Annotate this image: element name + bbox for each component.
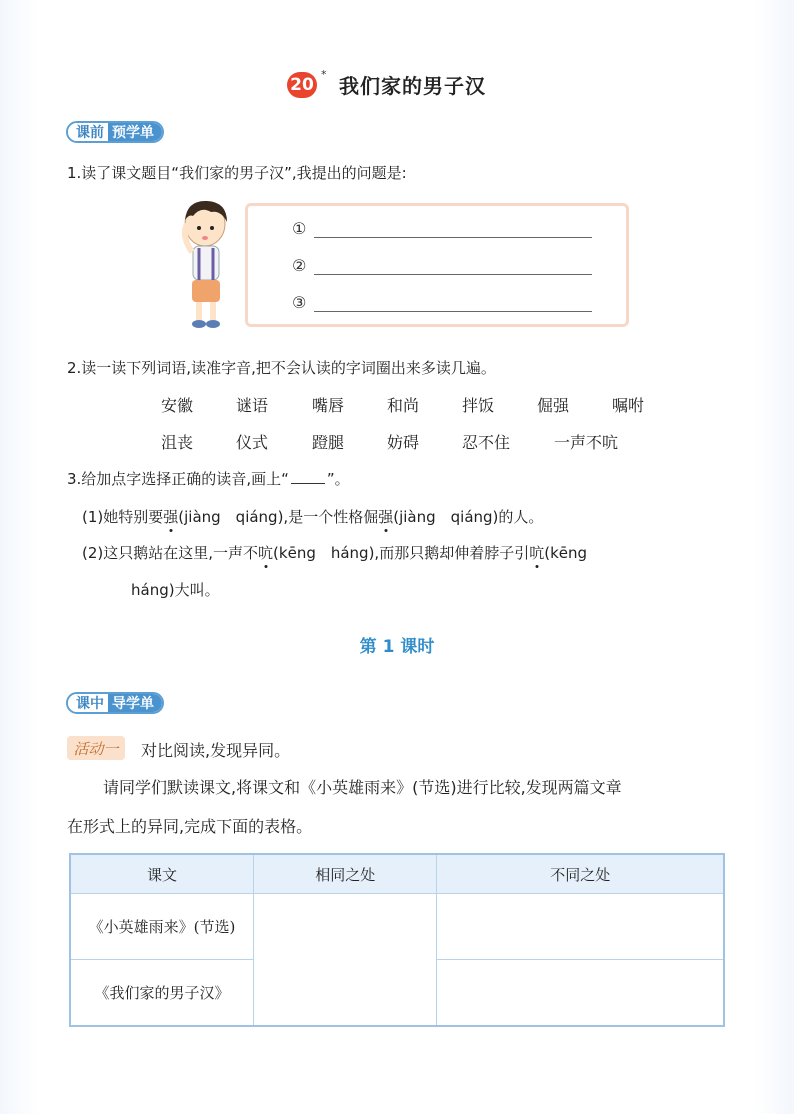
table-header: 不同之处 xyxy=(437,854,724,894)
table-header: 课文 xyxy=(70,854,253,894)
question-1: 1.读了课文题目“我们家的男子汉”,我提出的问题是: xyxy=(67,164,407,182)
sentence-part[interactable]: (kēng xyxy=(544,544,588,562)
boy-illustration xyxy=(175,196,237,332)
badge-part1: 课前 xyxy=(68,123,108,141)
diff-cell[interactable] xyxy=(437,960,724,1027)
word-item: 仪式 xyxy=(236,433,269,452)
dotted-char: 吭 xyxy=(529,544,545,562)
word-item: 嘱咐 xyxy=(612,396,645,415)
word-item: 蹬腿 xyxy=(312,433,345,452)
answer-line-2[interactable] xyxy=(292,256,592,275)
answer-line-3[interactable] xyxy=(292,293,592,312)
question-3 xyxy=(67,468,350,489)
badge-part1: 课中 xyxy=(68,694,108,712)
sentence-part[interactable]: (jiàng qiáng)的人。 xyxy=(393,508,544,526)
word-item: 一声不吭 xyxy=(554,433,619,452)
guide-section-badge xyxy=(66,692,164,714)
page-title: 我们家的男子汉 xyxy=(339,74,486,98)
word-item: 拌饭 xyxy=(462,396,495,415)
preview-section-badge xyxy=(66,121,164,143)
question-2: 2.读一读下列词语,读准字音,把不会认读的字词圈出来多读几遍。 xyxy=(67,359,496,377)
lesson-number-badge: 20 xyxy=(287,72,317,98)
blank-underline xyxy=(291,471,325,484)
q3-text-before: 3.给加点字选择正确的读音,画上“ xyxy=(67,470,289,488)
diff-cell[interactable] xyxy=(437,894,724,960)
sentence-part: (1)她特别要 xyxy=(82,508,164,526)
answer-marker: ① xyxy=(292,219,307,238)
lesson-star: * xyxy=(321,68,327,81)
dotted-char: 吭 xyxy=(258,544,274,562)
comparison-table xyxy=(69,853,725,1027)
dotted-char: 强 xyxy=(163,508,179,526)
q3-sentence-1 xyxy=(82,506,543,527)
answer-line-1[interactable] xyxy=(292,219,592,238)
same-cell[interactable] xyxy=(253,894,436,1027)
word-item: 倔强 xyxy=(537,396,570,415)
word-item: 妨碍 xyxy=(387,433,420,452)
sentence-part: (2)这只鹅站在这里,一声不 xyxy=(82,544,259,562)
table-row-label: 《我们家的男子汉》 xyxy=(70,960,253,1027)
sentence-part[interactable]: (jiàng qiáng),是一个性格倔 xyxy=(178,508,379,526)
answer-marker: ③ xyxy=(292,293,307,312)
word-item: 和尚 xyxy=(387,396,420,415)
period-title: 第 1 课时 xyxy=(359,637,435,657)
instruction-line-2: 在形式上的异同,完成下面的表格。 xyxy=(67,817,313,836)
word-item: 安徽 xyxy=(161,396,194,415)
q3-text-after: ”。 xyxy=(326,470,350,488)
word-item: 忍不住 xyxy=(462,433,511,452)
instruction-line-1: 请同学们默读课文,将课文和《小英雄雨来》(节选)进行比较,发现两篇文章 xyxy=(103,778,622,797)
question-answer-box xyxy=(245,203,629,327)
word-item: 谜语 xyxy=(236,396,269,415)
activity-tag: 活动一 xyxy=(67,736,125,760)
activity-title: 对比阅读,发现异同。 xyxy=(141,741,291,760)
table-header-row xyxy=(70,854,724,894)
q3-sentence-2-cont[interactable]: háng)大叫。 xyxy=(131,581,220,599)
table-row xyxy=(70,894,724,960)
badge-part2: 导学单 xyxy=(108,694,162,712)
sentence-part[interactable]: (kēng háng),而那只鹅却伸着脖子引 xyxy=(273,544,530,562)
word-item: 嘴唇 xyxy=(312,396,345,415)
answer-marker: ② xyxy=(292,256,307,275)
table-row-label: 《小英雄雨来》(节选) xyxy=(70,894,253,960)
badge-part2: 预学单 xyxy=(108,123,162,141)
table-header: 相同之处 xyxy=(253,854,436,894)
dotted-char: 强 xyxy=(378,508,394,526)
q3-sentence-2 xyxy=(82,542,587,563)
word-item: 沮丧 xyxy=(161,433,194,452)
